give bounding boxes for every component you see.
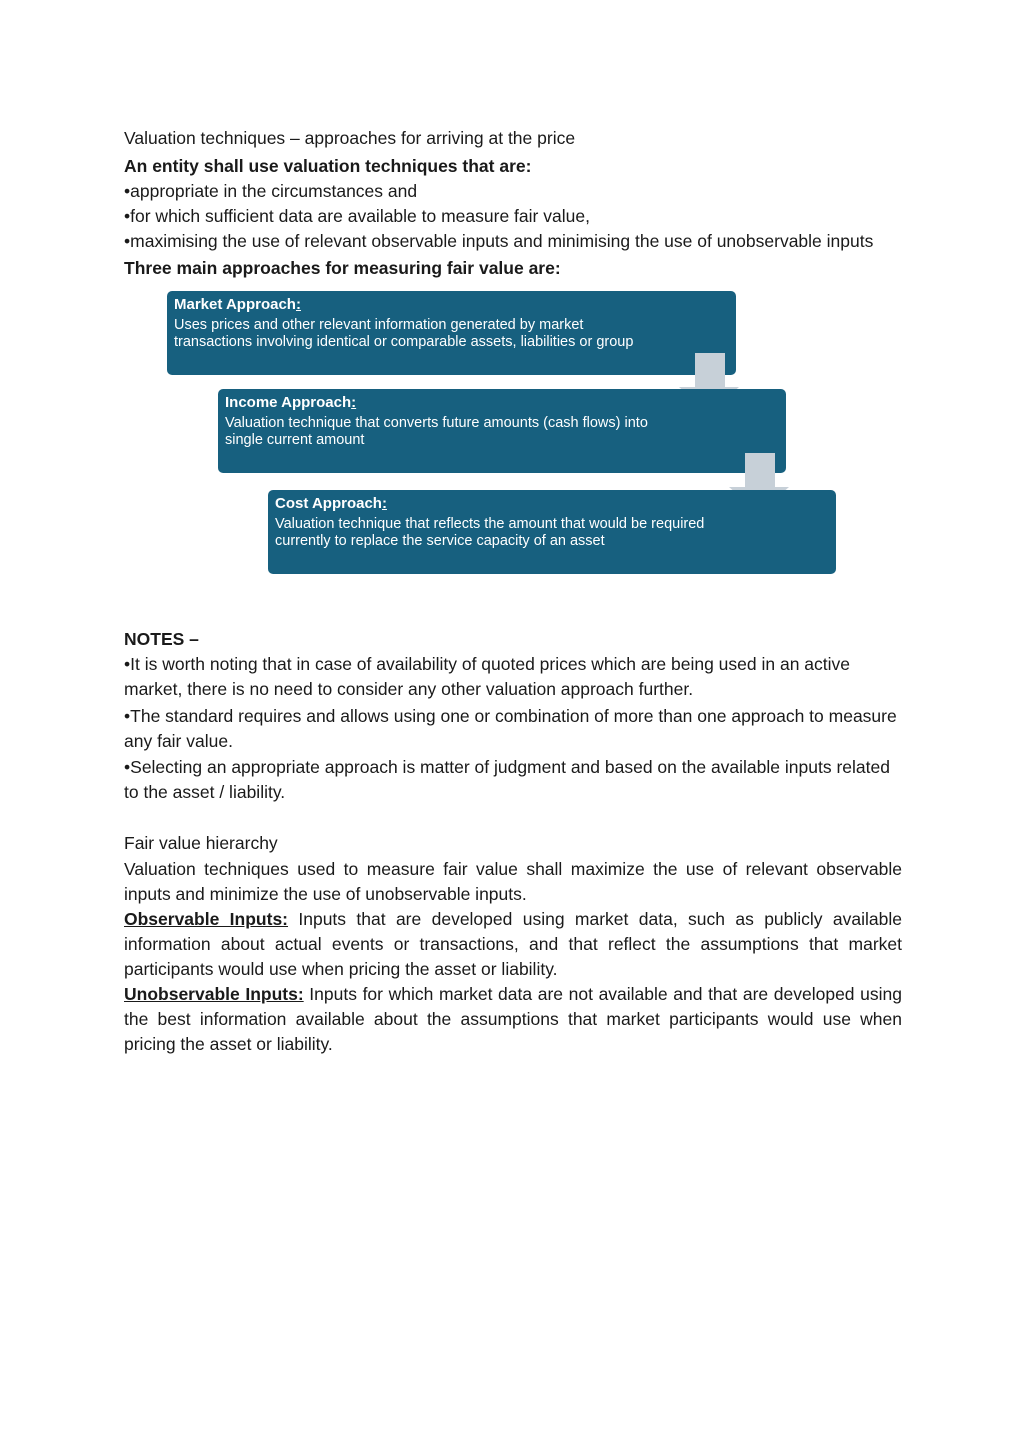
approaches-diagram bbox=[124, 291, 902, 591]
unobservable-inputs-text: Inputs for which market data are not available and that are developed using the best information available about the assumptions that market participants would use when pricing the asset or liability. bbox=[124, 984, 902, 1054]
list-item: • It is worth noting that in case of availability of quoted prices which are being used in an active market, there is no need to consider any other valuation approach further. bbox=[124, 652, 902, 702]
section-subheading: An entity shall use valuation techniques that are: bbox=[124, 156, 532, 176]
list-item: • Selecting an appropriate approach is matter of judgment and based on the available inputs related to the asset / liability. bbox=[124, 755, 902, 805]
income-approach-box bbox=[218, 389, 786, 473]
document-page bbox=[124, 126, 902, 1057]
list-item: • maximising the use of relevant observable inputs and minimising the use of unobservable inputs bbox=[124, 229, 902, 254]
section-heading: Valuation techniques – approaches for arriving at the price bbox=[124, 128, 576, 148]
unobservable-inputs-paragraph bbox=[124, 982, 902, 1057]
observable-inputs-paragraph bbox=[124, 907, 902, 982]
hierarchy-section bbox=[124, 831, 902, 1057]
approaches-heading: Three main approaches for measuring fair value are: bbox=[124, 258, 561, 278]
unobservable-inputs-label: Unobservable Inputs: bbox=[124, 984, 304, 1004]
list-item: • appropriate in the circumstances and bbox=[124, 179, 902, 204]
box-text: Valuation technique that reflects the amount that would be required currently to replace the service capacity of an asset bbox=[275, 516, 705, 549]
hierarchy-heading: Fair value hierarchy bbox=[124, 833, 278, 853]
box-title: Cost Approach: bbox=[275, 495, 387, 512]
box-text: Uses prices and other relevant information generated by market transactions involving identical or comparable assets, liabilities or group bbox=[174, 317, 634, 350]
market-approach-box bbox=[167, 291, 736, 375]
observable-inputs-text: Inputs that are developed using market data, such as publicly available information about actual events or transactions, and that reflect the assumptions that market participants would use when pricing the asset or liability. bbox=[124, 909, 902, 979]
box-text: Valuation technique that converts future amounts (cash flows) into single current amount bbox=[225, 415, 648, 448]
cost-approach-box bbox=[268, 490, 836, 574]
notes-section bbox=[124, 627, 902, 805]
list-item: • for which sufficient data are available to measure fair value, bbox=[124, 204, 902, 229]
list-item: • The standard requires and allows using one or combination of more than one approach to measure any fair value. bbox=[124, 704, 902, 754]
box-title: Income Approach: bbox=[225, 394, 357, 411]
box-title: Market Approach: bbox=[174, 296, 301, 313]
hierarchy-intro: Valuation techniques used to measure fair value shall maximize the use of relevant observable inputs and minimize the use of unobservable inputs. bbox=[124, 859, 902, 904]
notes-heading: NOTES – bbox=[124, 629, 199, 649]
observable-inputs-label: Observable Inputs: bbox=[124, 909, 289, 929]
